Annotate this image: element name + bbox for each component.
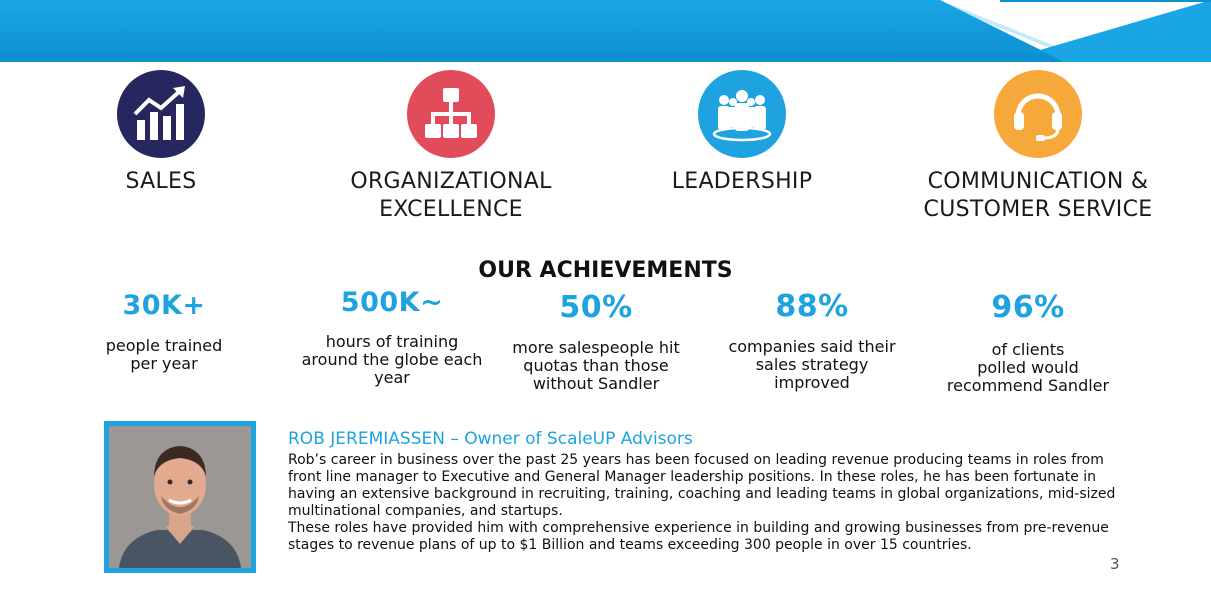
achievement-description: people trained per year: [105, 336, 223, 373]
achievements-title: OUR ACHIEVEMENTS: [478, 258, 733, 283]
header-banner: [0, 0, 1211, 64]
achievement-value: 50%: [559, 290, 633, 325]
category-label: SALES: [125, 169, 197, 194]
category-sales: [61, 70, 261, 196]
headset-icon: [994, 70, 1082, 158]
category-label: ORGANIZATIONAL EXCELLENCE: [350, 169, 552, 222]
page-number: 3: [1110, 555, 1120, 573]
category-organizational-excellence: [341, 70, 561, 224]
achievement-training-hours: [292, 287, 492, 387]
achievement-description: of clients polled would recommend Sandler: [946, 340, 1110, 395]
bio-paragraph: These roles have provided him with comprehensive experience in building and growing businesses from pre-revenue stages to revenue plans of up to $1 Billion and teams exceeding 300 people in over 15 countries.: [288, 520, 1109, 553]
category-communication: [913, 70, 1163, 224]
achievement-sales-strategy: [712, 289, 912, 392]
achievement-recommend: [928, 290, 1128, 395]
category-label: LEADERSHIP: [671, 169, 813, 194]
category-leadership: [642, 70, 842, 196]
achievement-description: companies said their sales strategy improved: [728, 337, 896, 392]
achievement-value: 500K~: [340, 287, 444, 318]
category-label: COMMUNICATION & CUSTOMER SERVICE: [923, 169, 1153, 222]
org-chart-icon: [407, 70, 495, 158]
achievement-value: 30K+: [122, 290, 206, 321]
team-icon: [698, 70, 786, 158]
achievement-value: 88%: [775, 289, 849, 324]
achievement-people-trained: [64, 290, 264, 373]
achievement-description: hours of training around the globe each year: [301, 332, 483, 387]
achievement-salespeople-quotas: [496, 290, 696, 393]
bio-name: ROB JEREMIASSEN – Owner of ScaleUP Advisors: [288, 429, 693, 449]
profile-photo: [104, 421, 256, 573]
achievement-value: 96%: [991, 290, 1065, 325]
bio-text: [288, 452, 1133, 554]
chart-growth-icon: [117, 70, 205, 158]
bio-paragraph: Rob’s career in business over the past 25 years has been focused on leading revenue producing teams in roles from front line manager to Executive and General Manager leadership positions. In these roles, he has been fortunate in having an extensive background in recruiting, training, coaching and leading teams in global organizations, mid-sized multinational companies, and startups.: [288, 452, 1116, 519]
achievement-description: more salespeople hit quotas than those without Sandler: [512, 338, 680, 393]
